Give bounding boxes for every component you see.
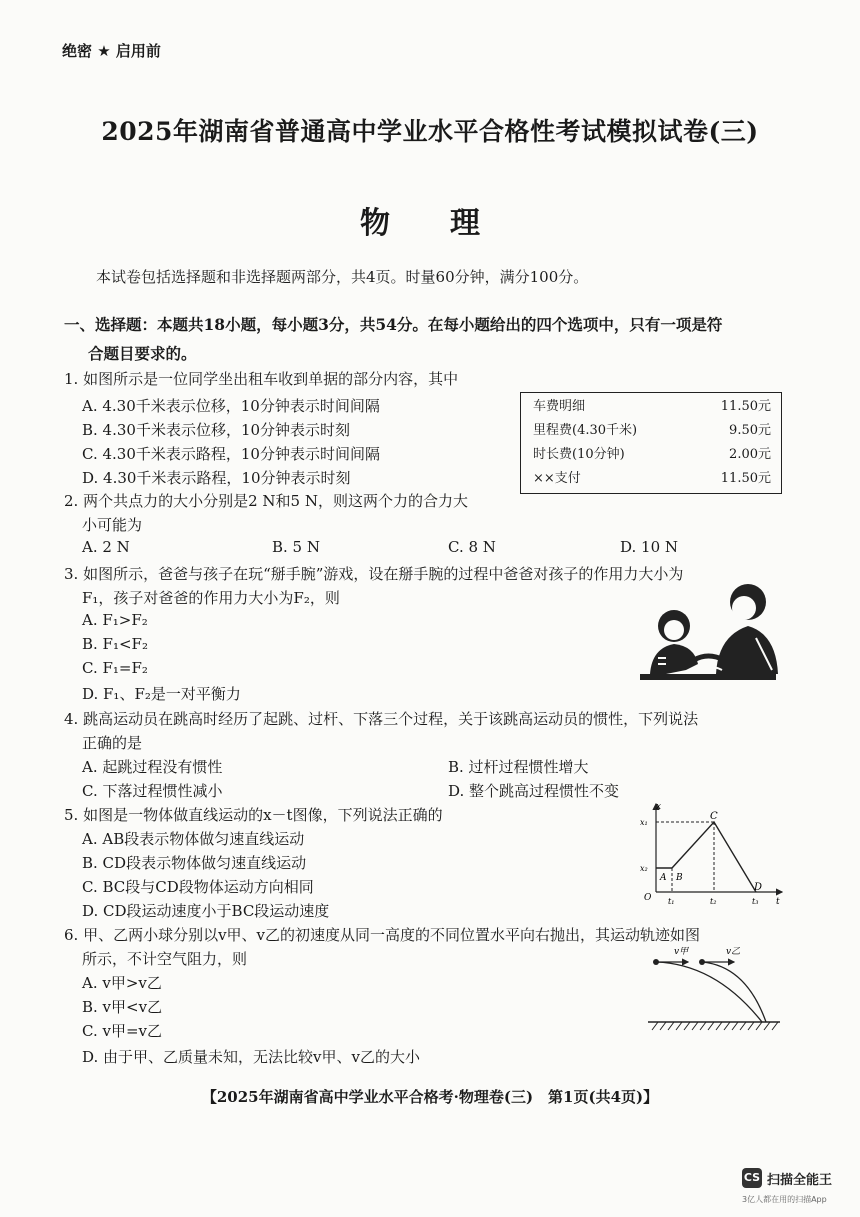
q5-option-a: A. AB段表示物体做匀速直线运动	[82, 830, 305, 848]
q4-option-b: B. 过杆过程惯性增大	[448, 758, 589, 776]
q2-stem-line1: 2. 两个共点力的大小分别是2 N和5 N，则这两个力的合力大	[64, 492, 468, 510]
receipt-value: 9.50元	[729, 423, 771, 438]
q1-option-d: D. 4.30千米表示路程，10分钟表示时刻	[82, 469, 351, 487]
q4-option-a: A. 起跳过程没有惯性	[82, 758, 223, 776]
receipt-row	[533, 419, 771, 443]
receipt-row	[533, 443, 771, 467]
camscanner-tagline: 3亿人都在用的扫描App	[742, 1195, 827, 1204]
point-b-label: B	[676, 873, 683, 883]
arm-wrestling-illustration	[636, 578, 782, 682]
q6-option-c: C. v甲=v乙	[82, 1022, 162, 1040]
exam-title: 2025年湖南省普通高中学业水平合格性考试模拟试卷(三)	[101, 117, 759, 146]
section-heading-line1: 一、选择题：本题共18小题，每小题3分，共54分。在每小题给出的四个选项中，只有一项是符	[64, 315, 723, 334]
page-footer: 【2025年湖南省高中学业水平合格考·物理卷(三) 第1页(共4页)】	[201, 1088, 659, 1106]
q3-stem-line2: F₁，孩子对爸爸的作用力大小为F₂，则	[82, 589, 340, 607]
receipt-row	[533, 395, 771, 419]
q1-option-b: B. 4.30千米表示位移，10分钟表示时刻	[82, 421, 351, 439]
q6-option-b: B. v甲<v乙	[82, 998, 163, 1016]
t2-label: t₂	[710, 897, 717, 906]
q6-stem-line1: 6. 甲、乙两小球分别以v甲、v乙的初速度从同一高度的不同位置水平向右抛出，其运动轨迹如图	[64, 926, 701, 944]
graph-line	[656, 822, 756, 892]
q3-stem-line1: 3. 如图所示，爸爸与孩子在玩“掰手腕”游戏，设在掰手腕的过程中爸爸对孩子的作用力大小为	[64, 565, 684, 583]
q3-option-c: C. F₁=F₂	[82, 659, 148, 677]
trajectory-jia	[656, 962, 762, 1022]
q1-stem: 1. 如图所示是一位同学坐出租车收到单据的部分内容，其中	[64, 370, 459, 388]
trajectory-yi	[702, 962, 766, 1022]
t-axis-label: t	[776, 897, 780, 907]
section-heading	[64, 310, 794, 368]
q2-option-c: C. 8 N	[448, 538, 496, 556]
taxi-receipt	[520, 392, 782, 494]
q3-option-b: B. F₁<F₂	[82, 635, 148, 653]
q6-stem-line2: 所示，不计空气阻力，则	[82, 950, 248, 968]
receipt-row	[533, 467, 771, 491]
q4-option-d: D. 整个跳高过程惯性不变	[448, 782, 620, 800]
q6-option-d: D. 由于甲、乙质量未知，无法比较v甲、v乙的大小	[82, 1048, 420, 1066]
q1-option-c: C. 4.30千米表示路程，10分钟表示时间间隔	[82, 445, 380, 463]
q4-stem-line2: 正确的是	[82, 734, 143, 752]
x-axis-label: x	[656, 802, 662, 812]
receipt-value: 2.00元	[729, 447, 771, 462]
section-heading-line2: 合题目要求的。	[88, 344, 197, 363]
q5-option-d: D. CD段运动速度小于BC段运动速度	[82, 902, 330, 920]
q4-stem-line1: 4. 跳高运动员在跳高时经历了起跳、过杆、下落三个过程，关于该跳高运动员的惯性，下列说法	[64, 710, 699, 728]
v-jia-label: v甲	[674, 947, 689, 957]
point-d-label: D	[754, 882, 763, 893]
receipt-value: 11.50元	[720, 471, 771, 486]
point-c-label: C	[710, 811, 718, 822]
x-t-graph	[636, 800, 786, 908]
exam-intro: 本试卷包括选择题和非选择题两部分，共4页。时量60分钟，满分100分。	[96, 268, 589, 286]
q1-option-a: A. 4.30千米表示位移，10分钟表示时间间隔	[82, 397, 380, 415]
receipt-label: 里程费(4.30千米)	[533, 423, 638, 438]
point-a-label: A	[660, 873, 667, 883]
camscanner-name: 扫描全能王	[767, 1173, 833, 1188]
q5-stem: 5. 如图是一物体做直线运动的x－t图像，下列说法正确的	[64, 806, 443, 824]
q3-option-a: A. F₁>F₂	[82, 611, 148, 629]
projectile-figure	[644, 940, 784, 1032]
q2-option-d: D. 10 N	[620, 538, 679, 556]
x1-label: x₁	[640, 818, 648, 827]
camscanner-logo-icon: CS	[742, 1168, 762, 1188]
x2-label: x₂	[640, 864, 648, 873]
origin-label: O	[644, 893, 652, 903]
t1-label: t₁	[668, 897, 675, 906]
q5-option-b: B. CD段表示物体做匀速直线运动	[82, 854, 307, 872]
q2-stem-line2: 小可能为	[82, 516, 143, 534]
q5-option-c: C. BC段与CD段物体运动方向相同	[82, 878, 314, 896]
q2-option-b: B. 5 N	[272, 538, 320, 556]
q3-option-d: D. F₁、F₂是一对平衡力	[82, 685, 241, 703]
t3-label: t₃	[752, 897, 759, 906]
v-yi-label: v乙	[726, 947, 741, 957]
receipt-label: 车费明细	[533, 399, 586, 414]
q4-option-c: C. 下落过程惯性减小	[82, 782, 223, 800]
q6-option-a: A. v甲>v乙	[82, 974, 162, 992]
receipt-label: 时长费(10分钟)	[533, 447, 625, 462]
confidential-label: 绝密 ★ 启用前	[62, 42, 161, 60]
receipt-value: 11.50元	[720, 399, 771, 414]
receipt-label: ××支付	[533, 471, 581, 486]
subject-title: 物理	[360, 206, 540, 241]
q2-option-a: A. 2 N	[82, 538, 130, 556]
